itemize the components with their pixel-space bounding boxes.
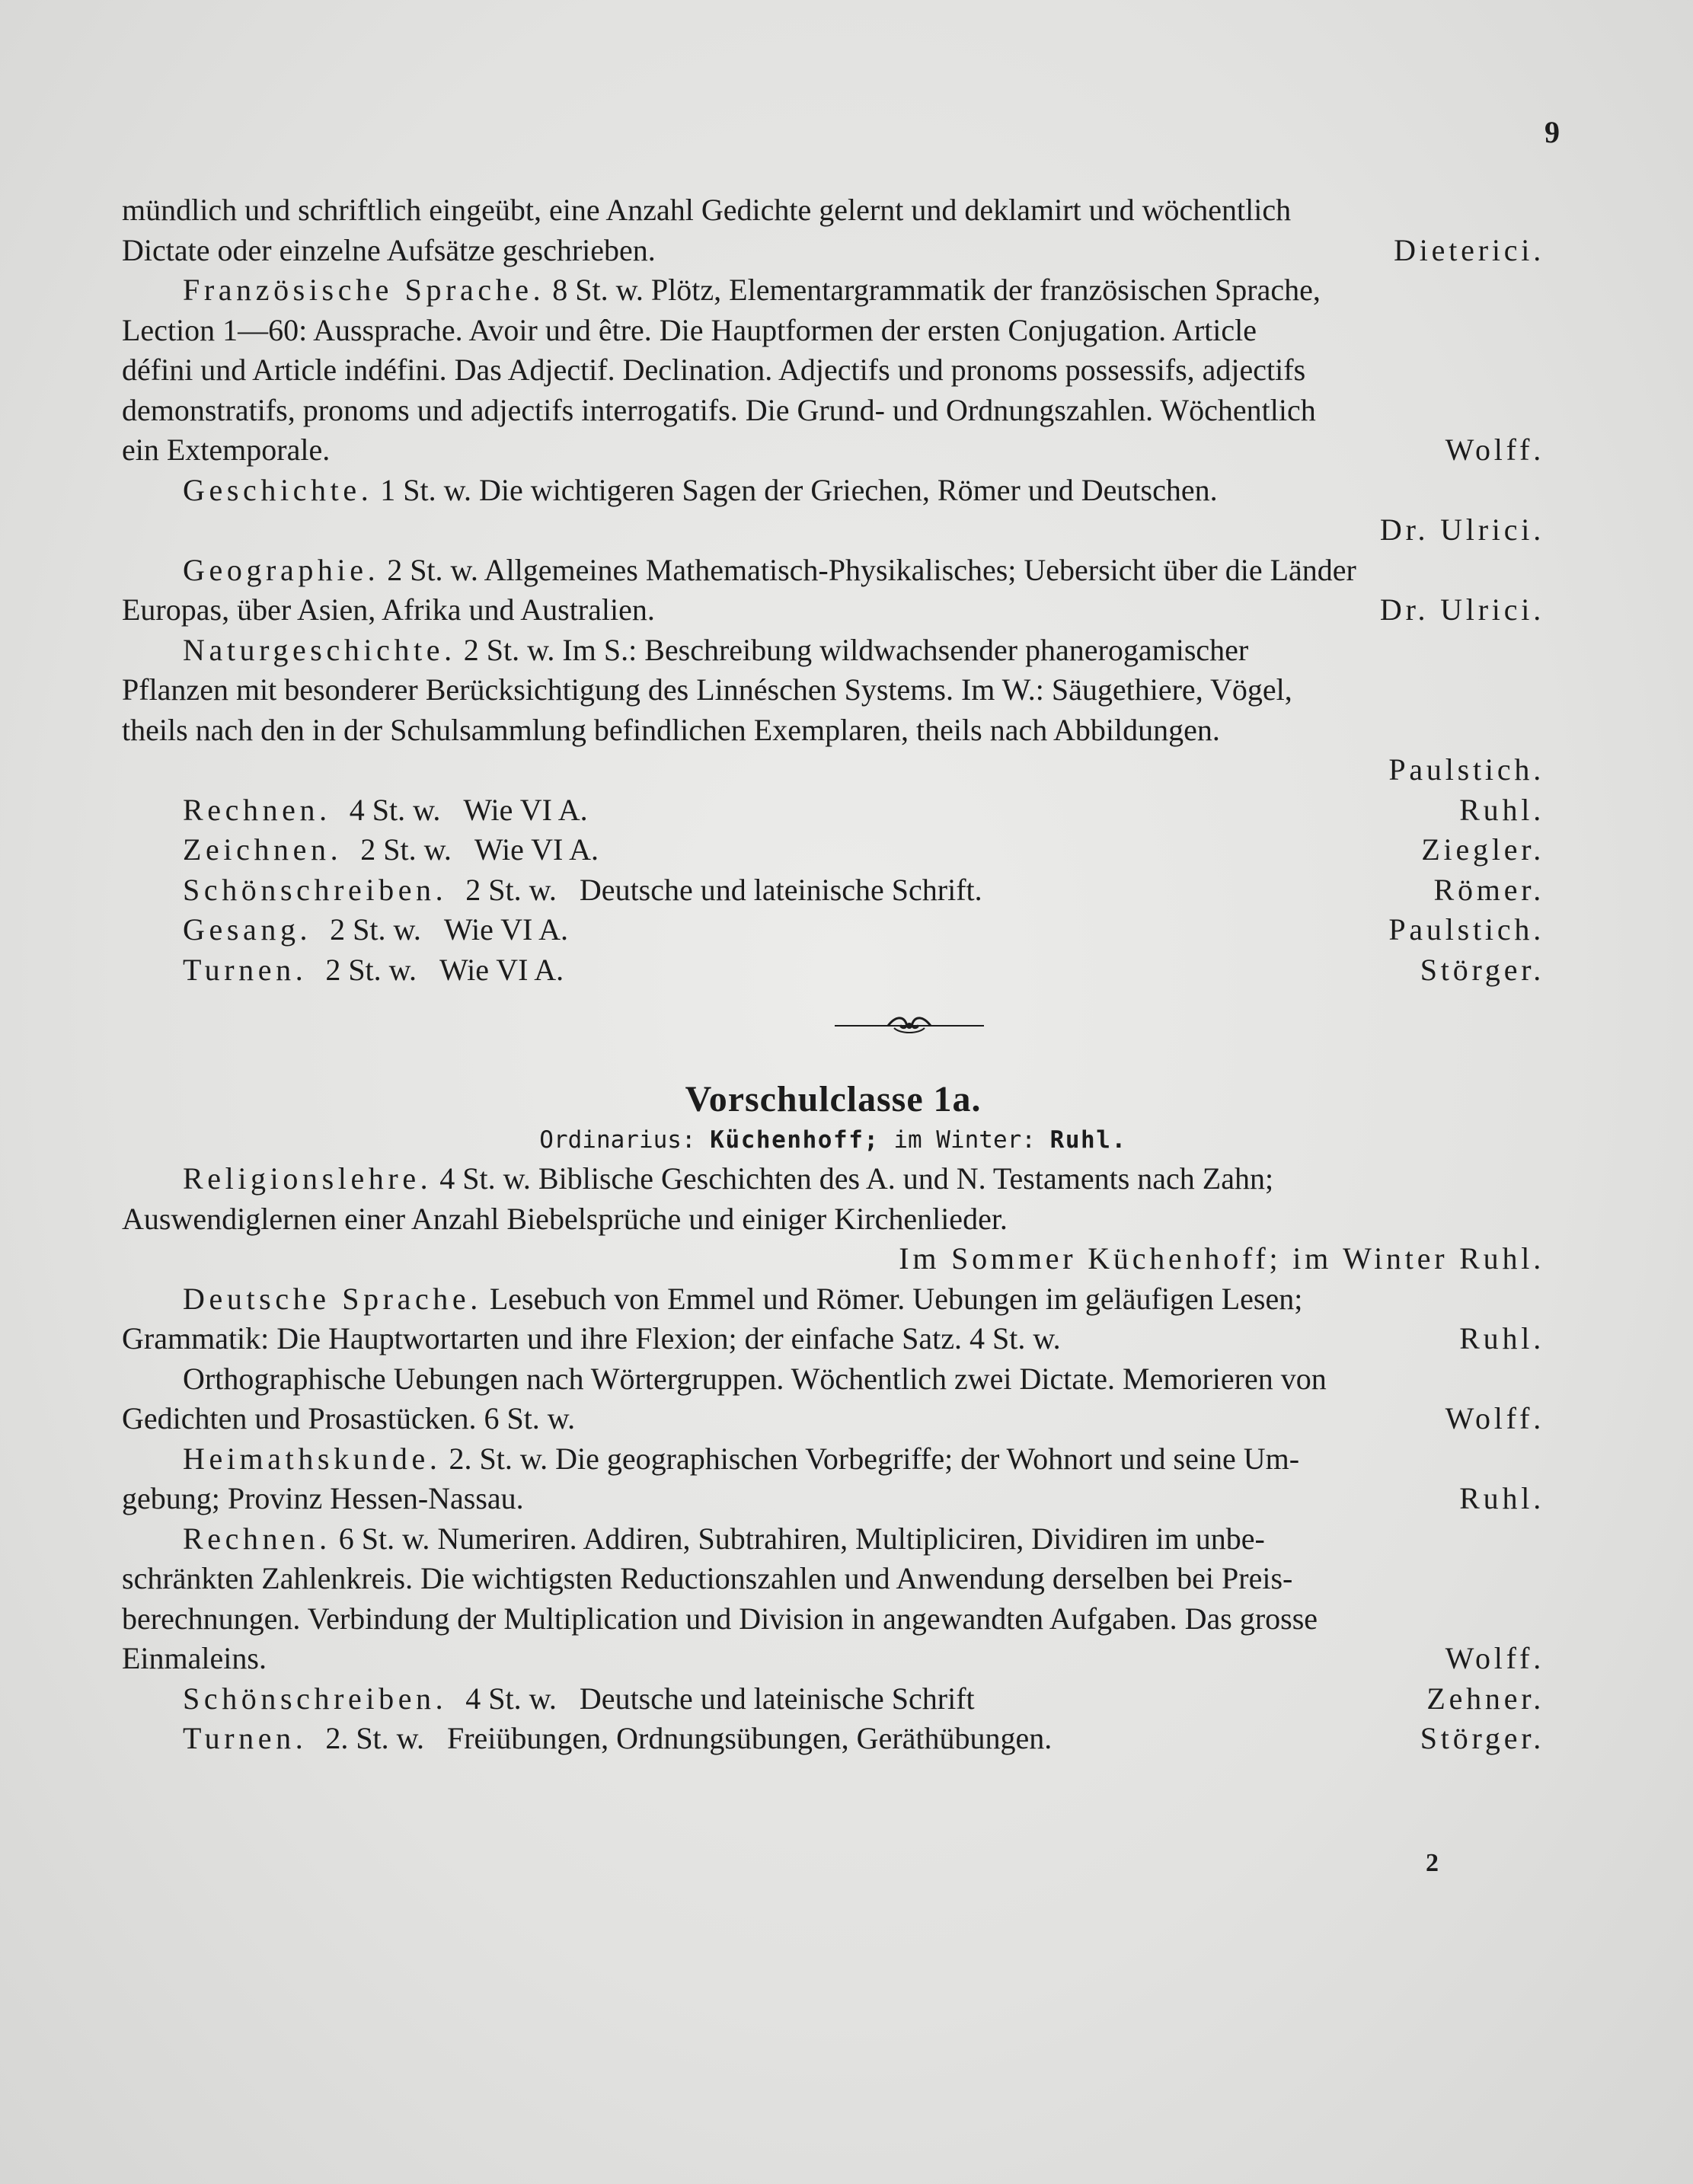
- text-line: Dictate oder einzelne Aufsätze geschrieben.: [122, 232, 656, 267]
- text-line: ein Extemporale.: [122, 433, 331, 467]
- subject-title: Rechnen.: [183, 792, 331, 827]
- teacher-name: Störger.: [1420, 1721, 1544, 1755]
- paragraph-religionslehre: [122, 1159, 1544, 1239]
- text-line: theils nach den in der Schulsammlung befindlichen Exemplaren, theils nach Abbildungen.: [122, 712, 1220, 747]
- text-line: Einmaleins.: [122, 1641, 267, 1675]
- subject-title: Religionslehre.: [183, 1161, 433, 1196]
- subject-row-turnen-1a: [122, 1719, 1544, 1759]
- text-line: 2 St. w. Im S.: Beschreibung wildwachsender phanerogamischer: [455, 632, 1249, 667]
- text-line: 2 St. w. Allgemeines Mathematisch-Physikalisches; Uebersicht über die Länder: [379, 552, 1356, 587]
- teacher-name: Störger.: [1420, 952, 1544, 987]
- ornament-icon: [833, 1013, 985, 1036]
- subject-title: Zeichnen.: [183, 832, 343, 867]
- subject-row-turnen: [122, 950, 1544, 991]
- text-line: 6 St. w. Numeriren. Addiren, Subtrahiren, Multipliciren, Dividiren im unbe-: [331, 1521, 1265, 1556]
- teacher-name: Römer.: [1433, 872, 1544, 907]
- sheet-signature: 2: [1426, 1849, 1439, 1877]
- subject-hours: 2. St. w.: [325, 1721, 424, 1755]
- subject-row-schoenschreiben: [122, 870, 1544, 911]
- text-line: berechnungen. Verbindung der Multiplication und Division in angewandten Aufgaben. Das grosse: [122, 1601, 1318, 1636]
- subject-title: Schönschreiben.: [183, 1681, 448, 1716]
- teacher-name: Dr. Ulrici.: [1379, 512, 1544, 547]
- winter-name: Ruhl.: [1049, 1126, 1127, 1154]
- subject-title: Rechnen.: [183, 1521, 331, 1556]
- subject-title: Deutsche Sprache.: [183, 1281, 482, 1316]
- winter-label: im Winter:: [893, 1126, 1036, 1154]
- teacher-name: Paulstich.: [1388, 912, 1544, 947]
- subject-row-rechnen: [122, 790, 1544, 831]
- subject-hours: 2 St. w.: [330, 912, 421, 947]
- subject-title: Turnen.: [183, 952, 308, 987]
- teacher-name: Dieterici.: [1394, 232, 1544, 267]
- subject-description: Freiübungen, Ordnungsübungen, Geräthübungen.: [446, 1721, 1053, 1755]
- text-line: Grammatik: Die Hauptwortarten und ihre Flexion; der einfache Satz. 4 St. w.: [122, 1321, 1061, 1355]
- teacher-name: Ruhl.: [1459, 1321, 1544, 1355]
- teacher-name: Paulstich.: [1388, 752, 1544, 787]
- subject-hours: 2 St. w.: [465, 872, 557, 907]
- subject-description: Deutsche und lateinische Schrift: [579, 1681, 975, 1716]
- page-number: 9: [1544, 115, 1560, 149]
- text-line: Pflanzen mit besonderer Berücksichtigung des Linnéschen Systems. Im W.: Säugethiere, Vögel,: [122, 672, 1292, 707]
- subject-title: Geschichte.: [183, 472, 373, 507]
- text-line: 4 St. w. Biblische Geschichten des A. und N. Testaments nach Zahn;: [432, 1161, 1274, 1196]
- subject-title: Französische Sprache.: [183, 273, 545, 307]
- text-line: gebung; Provinz Hessen-Nassau.: [122, 1481, 524, 1515]
- ordinarius-line: [122, 1121, 1544, 1159]
- subject-title: Heimathskunde.: [183, 1441, 442, 1476]
- teacher-name: Wolff.: [1445, 1401, 1544, 1435]
- text-line: Lesebuch von Emmel und Römer. Uebungen im geläufigen Lesen;: [481, 1281, 1303, 1316]
- subject-description: Wie VI A.: [443, 912, 569, 947]
- subject-row-zeichnen: [122, 830, 1544, 870]
- teacher-name: Dr. Ulrici.: [1379, 592, 1544, 627]
- teacher-name: Wolff.: [1445, 1641, 1544, 1675]
- subject-hours: 2 St. w.: [360, 832, 452, 867]
- text-line: Europas, über Asien, Afrika und Australien.: [122, 592, 655, 627]
- subject-description: Wie VI A.: [463, 792, 588, 827]
- paragraph-rechnen: [122, 1519, 1544, 1679]
- text-line: défini und Article indéfini. Das Adjectif. Declination. Adjectifs und pronoms possessifs, adjectifs: [122, 353, 1306, 387]
- text-line: schränkten Zahlenkreis. Die wichtigsten Reductionszahlen und Anwendung derselben bei Preis-: [122, 1561, 1293, 1595]
- teacher-name: Ziegler.: [1421, 832, 1544, 867]
- subject-description: Wie VI A.: [474, 832, 599, 867]
- subject-title: Turnen.: [183, 1721, 308, 1755]
- paragraph-deutsche-sprache: [122, 1279, 1544, 1359]
- paragraph-orthographie: [122, 1359, 1544, 1439]
- teacher-name: Wolff.: [1445, 433, 1544, 467]
- subject-hours: 4 St. w.: [465, 1681, 557, 1716]
- text-line: Lection 1—60: Aussprache. Avoir und être. Die Hauptformen der ersten Conjugation. Article: [122, 312, 1257, 347]
- subject-title: Gesang.: [183, 912, 312, 947]
- paragraph-naturgeschichte: [122, 631, 1544, 751]
- text-line: mündlich und schriftlich eingeübt, eine Anzahl Gedichte gelernt und deklamirt und wöchentlich: [122, 193, 1292, 227]
- subject-row-schoenschreiben-1a: [122, 1679, 1544, 1719]
- text-line: Gedichten und Prosastücken. 6 St. w.: [122, 1401, 576, 1435]
- ordinarius-name: Küchenhoff;: [710, 1126, 880, 1154]
- subject-row-gesang: [122, 910, 1544, 950]
- text-line: Orthographische Uebungen nach Wörtergruppen. Wöchentlich zwei Dictate. Memorieren von: [183, 1361, 1327, 1396]
- teacher-name: Zehner.: [1426, 1681, 1544, 1716]
- subject-hours: 2 St. w.: [325, 952, 417, 987]
- text-line: Auswendiglernen einer Anzahl Biebelsprüche und einiger Kirchenlieder.: [122, 1201, 1008, 1236]
- text-line: 8 St. w. Plötz, Elementargrammatik der französischen Sprache,: [545, 273, 1321, 307]
- page-body: [122, 190, 1544, 1759]
- section-title: Vorschulclasse 1a.: [685, 1079, 982, 1119]
- subject-hours: 4 St. w.: [349, 792, 441, 827]
- paragraph-geschichte: [122, 471, 1544, 511]
- teacher-name: Ruhl.: [1459, 1481, 1544, 1515]
- subject-title: Schönschreiben.: [183, 872, 448, 907]
- subject-description: Deutsche und lateinische Schrift.: [579, 872, 982, 907]
- subject-description: Wie VI A.: [439, 952, 564, 987]
- text-line: demonstratifs, pronoms und adjectifs interrogatifs. Die Grund- und Ordnungszahlen. Wöchentlich: [122, 392, 1316, 427]
- subject-title: Geographie.: [183, 552, 380, 587]
- subject-title: Naturgeschichte.: [183, 632, 456, 667]
- teacher-name: Im Sommer Küchenhoff; im Winter Ruhl.: [899, 1241, 1544, 1276]
- text-line: 1 St. w. Die wichtigeren Sagen der Griechen, Römer und Deutschen.: [372, 472, 1218, 507]
- paragraph-heimathskunde: [122, 1439, 1544, 1519]
- paragraph-franzoesisch: [122, 270, 1544, 471]
- text-line: 2. St. w. Die geographischen Vorbegriffe; der Wohnort und seine Um-: [441, 1441, 1300, 1476]
- paragraph-deutsch-continuation: [122, 190, 1544, 270]
- paragraph-geographie: [122, 551, 1544, 631]
- teacher-name: Ruhl.: [1459, 792, 1544, 827]
- ornament-divider: [122, 990, 1544, 1058]
- ordinarius-label: Ordinarius:: [539, 1126, 696, 1154]
